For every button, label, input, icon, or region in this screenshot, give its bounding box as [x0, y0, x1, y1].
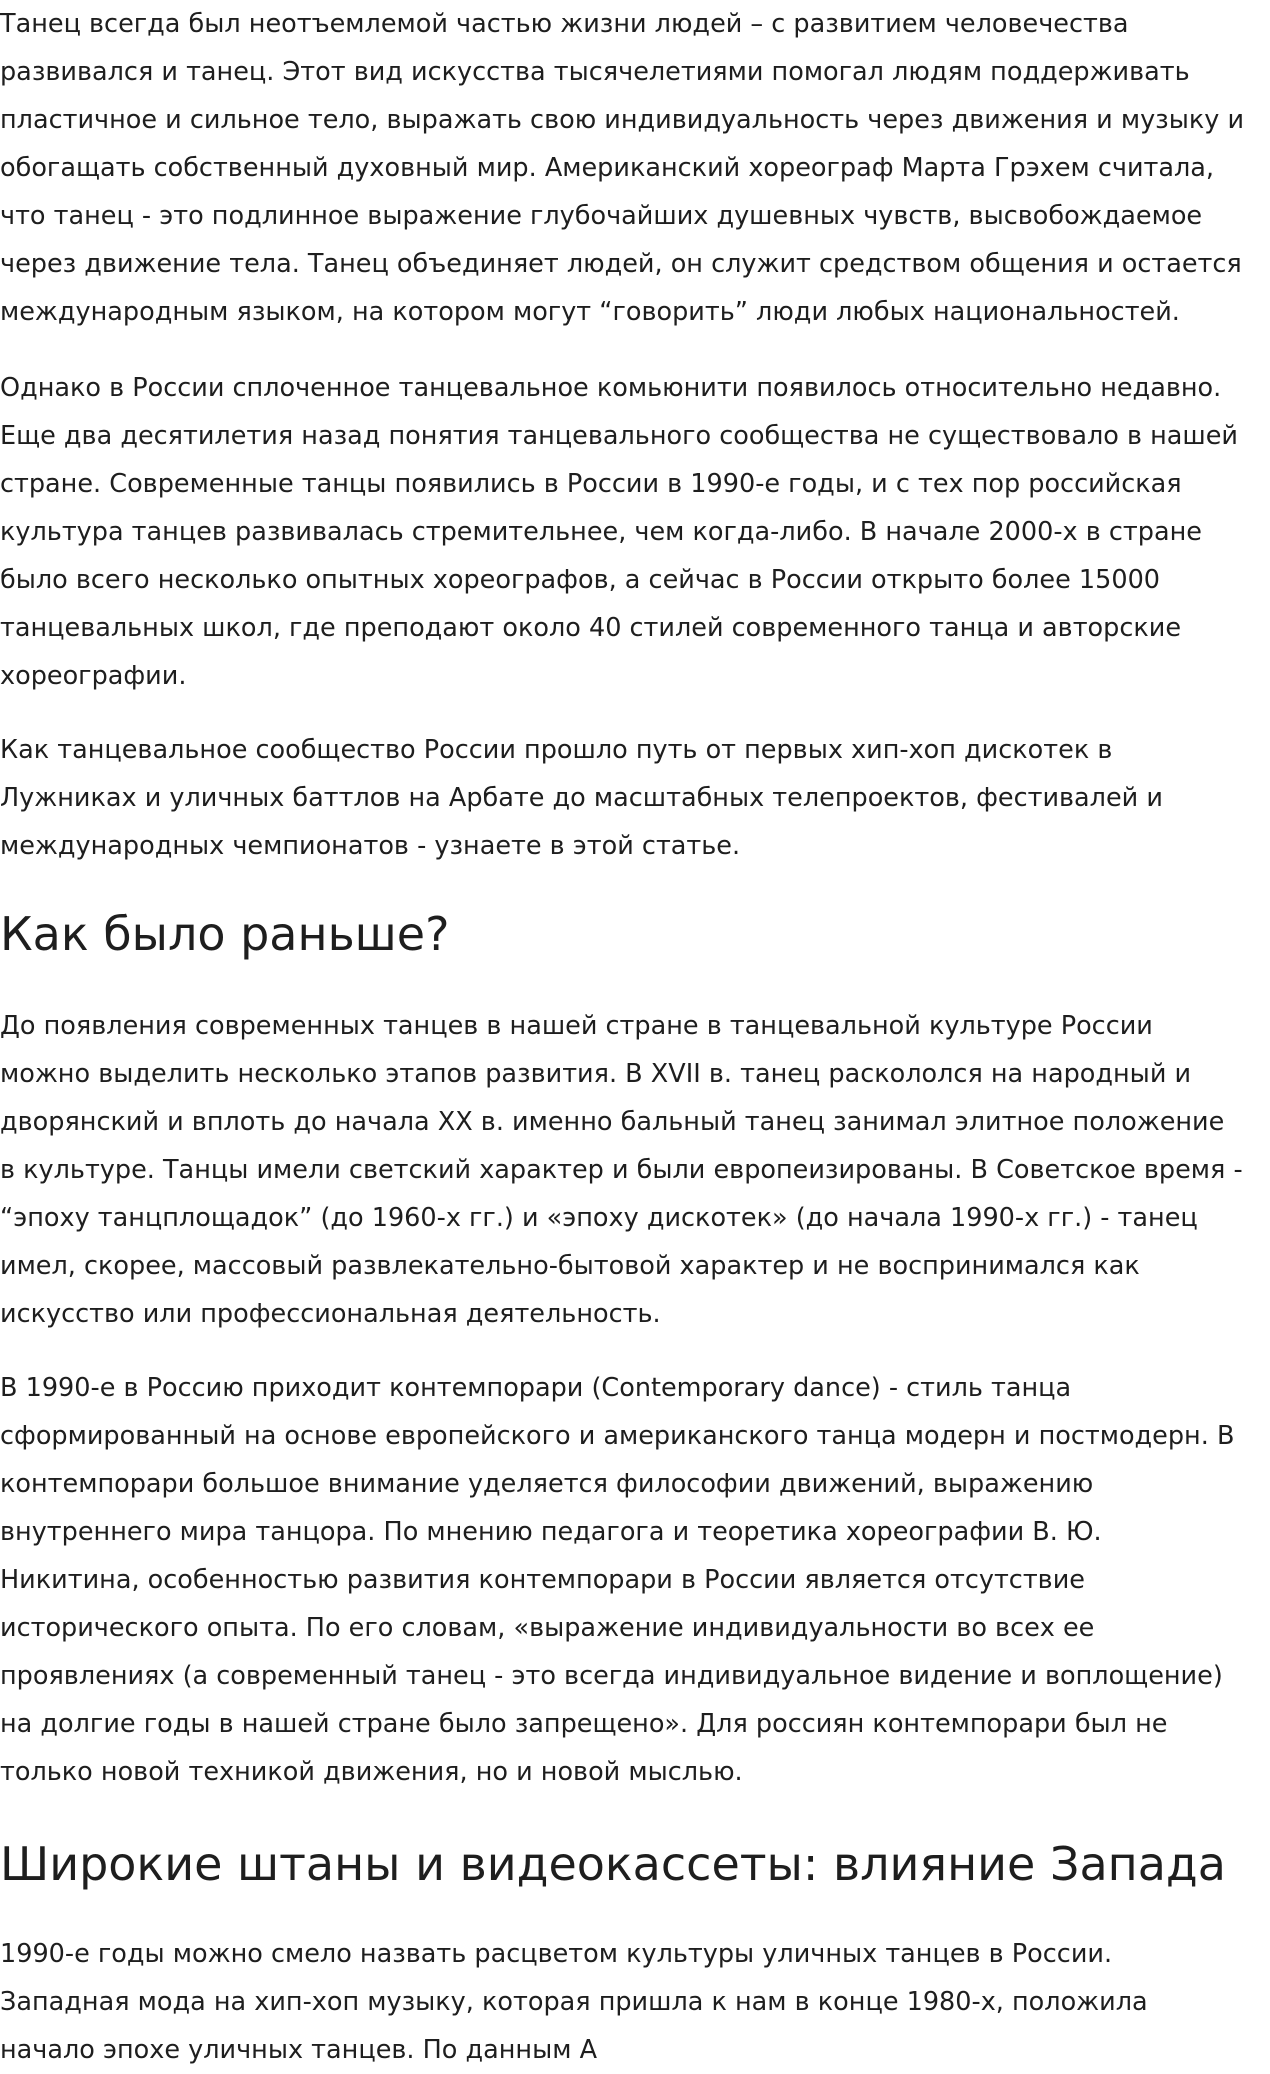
paragraph-street-dance: [0, 1930, 1148, 2074]
paragraph-contemporary: [0, 1364, 1234, 1796]
text-line: хореографии.: [0, 661, 187, 691]
text-line: Лужниках и уличных баттлов на Арбате до масштабных телепроектов, фестивалей и: [0, 783, 1163, 813]
text-line: исторического опыта. По его словам, «выражение индивидуальности во всех ее: [0, 1613, 1095, 1643]
text-line: что танец - это подлинное выражение глубочайших душевных чувств, высвобождаемое: [0, 201, 1203, 231]
text-line: “эпоху танцплощадок” (до 1960-х гг.) и «эпоху дискотек» (до начала 1990-х гг.) - танец: [0, 1203, 1198, 1233]
text-line: международным языком, на котором могут “говорить” люди любых национальностей.: [0, 297, 1180, 327]
text-line: Танец всегда был неотъемлемой частью жизни людей – с развитием человечества: [0, 9, 1129, 39]
text-line: через движение тела. Танец объединяет людей, он служит средством общения и остается: [0, 249, 1242, 279]
paragraph-history: [0, 1002, 1243, 1338]
text-line: внутреннего мира танцора. По мнению педагога и теоретика хореографии В. Ю.: [0, 1517, 1102, 1547]
text-line: можно выделить несколько этапов развития. В XVII в. танец раскололся на народный и: [0, 1059, 1192, 1089]
text-line: 1990-е годы можно смело назвать расцветом культуры уличных танцев в России.: [0, 1939, 1113, 1969]
paragraph-intro: [0, 0, 1244, 336]
text-line: в культуре. Танцы имели светский характер и были европеизированы. В Советское время -: [0, 1155, 1243, 1185]
section-heading-western-influence: Широкие штаны и видеокассеты: влияние Запада: [0, 1837, 1226, 1891]
text-line: развивался и танец. Этот вид искусства тысячелетиями помогал людям поддерживать: [0, 57, 1190, 87]
section-heading-history: Как было раньше?: [0, 907, 450, 961]
text-line: международных чемпионатов - узнаете в этой статье.: [0, 831, 741, 861]
text-line: Западная мода на хип-хоп музыку, которая пришла к нам в конце 1980-х, положила: [0, 1987, 1148, 2017]
text-line: культура танцев развивалась стремительнее, чем когда-либо. В начале 2000-х в стране: [0, 517, 1202, 547]
text-line: было всего несколько опытных хореографов, а сейчас в России открыто более 15000: [0, 565, 1161, 595]
text-line: Однако в России сплоченное танцевальное комьюнити появилось относительно недавно.: [0, 373, 1222, 403]
text-line: Еще два десятилетия назад понятия танцевального сообщества не существовало в нашей: [0, 421, 1238, 451]
text-line: дворянский и вплоть до начала XX в. именно бальный танец занимал элитное положение: [0, 1107, 1225, 1137]
text-line: В 1990-е в Россию приходит контемпорари (Contemporary dance) - стиль танца: [0, 1373, 1072, 1403]
text-line: на долгие годы в нашей стране было запрещено». Для россиян контемпорари был не: [0, 1709, 1168, 1739]
text-line: начало эпохе уличных танцев. По данным А: [0, 2035, 598, 2065]
text-line: Никитина, особенностью развития контемпорари в России является отсутствие: [0, 1565, 1085, 1595]
text-line: пластичное и сильное тело, выражать свою индивидуальность через движения и музыку и: [0, 105, 1245, 135]
text-line: контемпорари большое внимание уделяется философии движений, выражению: [0, 1469, 1094, 1499]
text-line: проявлениях (а современный танец - это всегда индивидуальное видение и воплощение): [0, 1661, 1223, 1691]
text-line: искусство или профессиональная деятельность.: [0, 1299, 661, 1329]
text-line: До появления современных танцев в нашей стране в танцевальной культуре России: [0, 1011, 1153, 1041]
text-line: сформированный на основе европейского и американского танца модерн и постмодерн. В: [0, 1421, 1235, 1451]
text-line: имел, скорее, массовый развлекательно-бытовой характер и не воспринимался как: [0, 1251, 1140, 1281]
text-line: обогащать собственный духовный мир. Американский хореограф Марта Грэхем считала,: [0, 153, 1215, 183]
text-line: только новой техникой движения, но и новой мыслью.: [0, 1757, 743, 1787]
paragraph-community: [0, 364, 1238, 700]
paragraph-preview: [0, 726, 1163, 870]
text-line: стране. Современные танцы появились в России в 1990-е годы, и с тех пор российская: [0, 469, 1182, 499]
text-line: Как танцевальное сообщество России прошло путь от первых хип-хоп дискотек в: [0, 735, 1113, 765]
text-line: танцевальных школ, где преподают около 40 стилей современного танца и авторские: [0, 613, 1182, 643]
